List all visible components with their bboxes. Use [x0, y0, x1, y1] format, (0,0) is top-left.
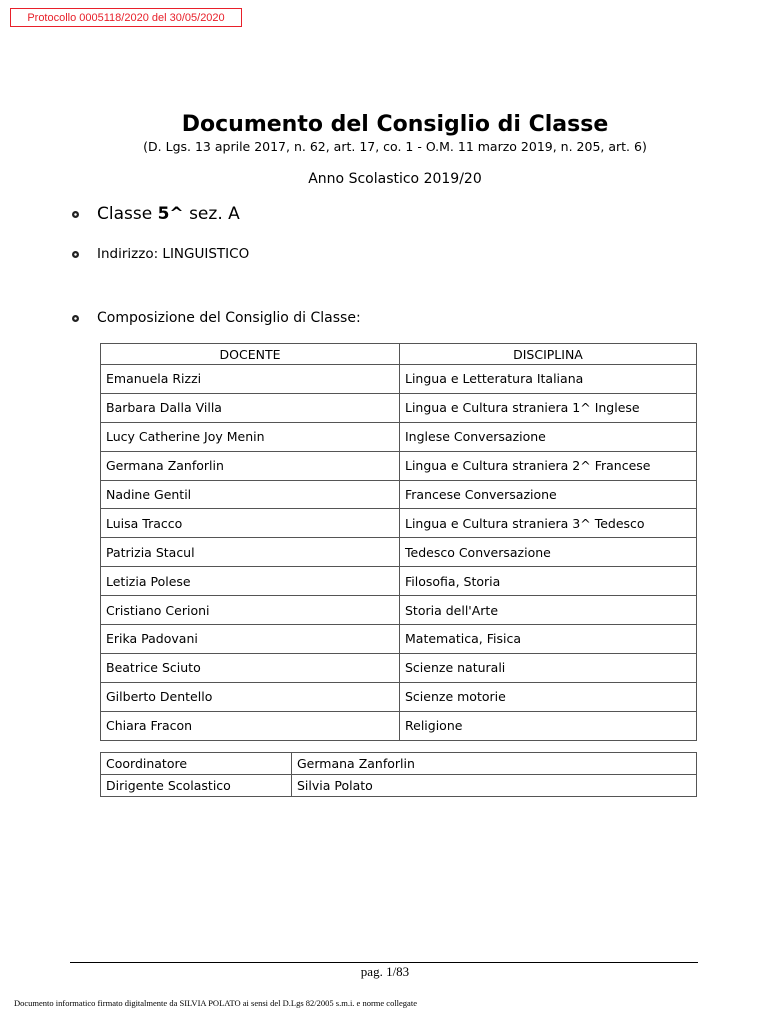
teacher-name: Patrizia Stacul	[101, 538, 400, 567]
subject-name: Religione	[400, 711, 697, 740]
teacher-name: Beatrice Sciuto	[101, 653, 400, 682]
table-row	[101, 538, 697, 567]
role-label: Coordinatore	[101, 753, 292, 775]
council-table	[100, 343, 697, 741]
composition-text: Composizione del Consiglio di Classe:	[97, 310, 361, 326]
table-row	[101, 393, 697, 422]
table-row	[101, 451, 697, 480]
subject-name: Lingua e Letteratura Italiana	[400, 365, 697, 394]
bullet-icon	[72, 251, 79, 258]
header-disciplina: DISCIPLINA	[400, 344, 697, 365]
subject-name: Lingua e Cultura straniera 1^ Inglese	[400, 393, 697, 422]
table-row	[101, 625, 697, 654]
table-row	[101, 753, 697, 775]
table-header-row	[101, 344, 697, 365]
table-row	[101, 509, 697, 538]
protocol-stamp: Protocollo 0005118/2020 del 30/05/2020	[10, 8, 242, 27]
teacher-name: Emanuela Rizzi	[101, 365, 400, 394]
table-row	[101, 422, 697, 451]
class-section: sez. A	[189, 204, 240, 224]
roles-table	[100, 752, 697, 797]
teacher-name: Barbara Dalla Villa	[101, 393, 400, 422]
document-title: Documento del Consiglio di Classe	[181, 112, 609, 137]
subject-name: Tedesco Conversazione	[400, 538, 697, 567]
role-holder: Germana Zanforlin	[292, 753, 697, 775]
class-number: 5^	[157, 204, 184, 224]
table-row	[101, 711, 697, 740]
teacher-name: Letizia Polese	[101, 567, 400, 596]
table-row	[101, 653, 697, 682]
subject-name: Scienze motorie	[400, 682, 697, 711]
curriculum-bullet	[72, 246, 249, 262]
composition-bullet	[72, 310, 361, 326]
digital-signature-note: Documento informatico firmato digitalmente da SILVIA POLATO ai sensi del D.Lgs 82/2005 s.m.i. e norme collegate	[14, 998, 417, 1008]
teacher-name: Cristiano Cerioni	[101, 596, 400, 625]
table-row	[101, 480, 697, 509]
table-row	[101, 682, 697, 711]
footer-divider	[70, 962, 698, 963]
table-row	[101, 567, 697, 596]
table-row	[101, 365, 697, 394]
subject-name: Francese Conversazione	[400, 480, 697, 509]
page-number: pag. 1/83	[360, 964, 410, 979]
subject-name: Scienze naturali	[400, 653, 697, 682]
teacher-name: Nadine Gentil	[101, 480, 400, 509]
subject-name: Lingua e Cultura straniera 2^ Francese	[400, 451, 697, 480]
teacher-name: Erika Padovani	[101, 625, 400, 654]
teacher-name: Germana Zanforlin	[101, 451, 400, 480]
subject-name: Lingua e Cultura straniera 3^ Tedesco	[400, 509, 697, 538]
class-prefix: Classe	[97, 204, 153, 224]
teacher-name: Luisa Tracco	[101, 509, 400, 538]
legal-reference: (D. Lgs. 13 aprile 2017, n. 62, art. 17, co. 1 - O.M. 11 marzo 2019, n. 205, art. 6)	[143, 139, 647, 154]
role-label: Dirigente Scolastico	[101, 775, 292, 797]
header-docente: DOCENTE	[101, 344, 400, 365]
teacher-name: Gilberto Dentello	[101, 682, 400, 711]
subject-name: Filosofia, Storia	[400, 567, 697, 596]
subject-name: Storia dell'Arte	[400, 596, 697, 625]
table-row	[101, 775, 697, 797]
subject-name: Inglese Conversazione	[400, 422, 697, 451]
subject-name: Matematica, Fisica	[400, 625, 697, 654]
bullet-icon	[72, 211, 79, 218]
table-row	[101, 596, 697, 625]
class-bullet	[72, 204, 240, 224]
teacher-name: Lucy Catherine Joy Menin	[101, 422, 400, 451]
role-holder: Silvia Polato	[292, 775, 697, 797]
teacher-name: Chiara Fracon	[101, 711, 400, 740]
school-year: Anno Scolastico 2019/20	[308, 171, 482, 187]
curriculum-text: Indirizzo: LINGUISTICO	[97, 246, 250, 262]
bullet-icon	[72, 315, 79, 322]
